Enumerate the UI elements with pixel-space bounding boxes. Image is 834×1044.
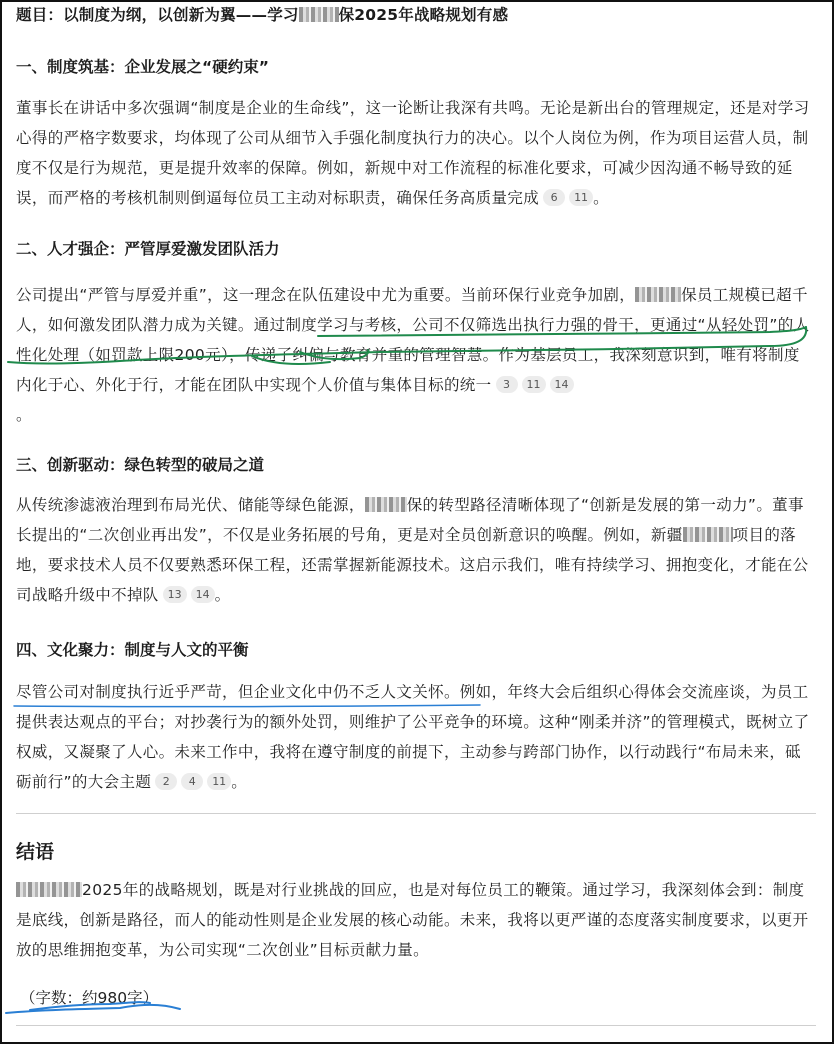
- citation-badge[interactable]: 14: [191, 586, 215, 603]
- redacted-text: [299, 7, 339, 22]
- citation-badge[interactable]: 11: [207, 773, 231, 790]
- citation-group: [539, 189, 593, 207]
- redacted-text: [365, 497, 407, 512]
- divider: [16, 1025, 816, 1026]
- section-heading-1: 一、制度筑基：企业发展之“硬约束”: [16, 58, 269, 76]
- citation-badge[interactable]: 11: [522, 376, 546, 393]
- redacted-text: [683, 527, 733, 542]
- word-count: （字数：约980字）: [20, 989, 159, 1007]
- citation-group: [159, 586, 215, 604]
- section-paragraph-2: 公司提出“严管与厚爱并重”，这一理念在队伍建设中尤为重要。当前环保行业竞争加剧， 保员工规模已超千人，如何激发团队潜力成为关键。通过制度学习与考核，公司不仅筛选出执行力强的骨干，更通过“从轻处罚”的人性化处理（如罚款上限200元），传递了纠偏与教育并重的管理智慧。作为基层员工，我深刻意识到，唯有将制度内化于心、外化于行，才能在团队中实现个人价值与集体目标的统一 3 11 14 。: [16, 286, 810, 424]
- conclusion-heading: 结语: [16, 841, 55, 863]
- citation-badge[interactable]: 14: [550, 376, 574, 393]
- citation-group: [151, 773, 231, 791]
- citation-badge[interactable]: 13: [163, 586, 187, 603]
- section-paragraph-3: 从传统渗滤液治理到布局光伏、储能等绿色能源， 保的转型路径清晰体现了“创新是发展的第一动力”。董事长提出的“二次创业再出发”，不仅是业务拓展的号角，更是对全员创新意识的唤醒。例如，新疆 项目的落地，要求技术人员不仅要熟悉环保工程，还需掌握新能源技术。这启示我们，唯有持续学习、拥抱变化，才能在公司战略升级中不掉队 13 14 。: [16, 496, 809, 604]
- redacted-text: [635, 287, 681, 302]
- citation-badge[interactable]: 11: [569, 189, 593, 206]
- citation-badge[interactable]: 2: [155, 773, 177, 790]
- redacted-text: [16, 882, 82, 897]
- section-paragraph-4: 尽管公司对制度执行近乎严苛，但企业文化中仍不乏人文关怀。例如，年终大会后组织心得体会交流座谈，为员工提供表达观点的平台；对抄袭行为的额外处罚，则维护了公平竞争的环境。这种“刚柔并济”的管理模式，既树立了权威，又凝聚了人心。未来工作中，我将在遵守制度的前提下，主动参与跨部门协作，以行动践行“布局未来，砥砺前行”的大会主题 2 4 11 。: [16, 683, 810, 791]
- section-paragraph-1: 董事长在讲话中多次强调“制度是企业的生命线”，这一论断让我深有共鸣。无论是新出台的管理规定，还是对学习心得的严格字数要求，均体现了公司从细节入手强化制度执行力的决心。以个人岗位为例，作为项目运营人员，制度不仅是行为规范，更是提升效率的保障。例如，新规中对工作流程的标准化要求，可减少因沟通不畅导致的延误，而严格的考核机制则倒逼每位员工主动对标职责，确保任务高质量完成 6 11 。: [16, 99, 810, 207]
- citation-badge[interactable]: 3: [496, 376, 518, 393]
- divider: [16, 813, 816, 814]
- document-title: 题目：以制度为纲，以创新为翼——学习 保2025年战略规划有感: [16, 6, 509, 24]
- section-heading-2: 二、人才强企：严管厚爱激发团队活力: [16, 240, 280, 258]
- section-heading-3: 三、创新驱动：绿色转型的破局之道: [16, 456, 265, 474]
- conclusion-paragraph: 2025年的战略规划，既是对行业挑战的回应，也是对每位员工的鞭策。通过学习，我深刻体会到：制度是底线，创新是路径，而人的能动性则是企业发展的核心动能。未来，我将以更严谨的态度落实制度要求，以更开放的思维拥抱变革，为公司实现“二次创业”目标贡献力量。: [16, 881, 809, 959]
- citation-badge[interactable]: 6: [543, 189, 565, 206]
- section-heading-4: 四、文化聚力：制度与人文的平衡: [16, 641, 249, 659]
- citation-badge[interactable]: 4: [181, 773, 203, 790]
- citation-group: [492, 376, 574, 394]
